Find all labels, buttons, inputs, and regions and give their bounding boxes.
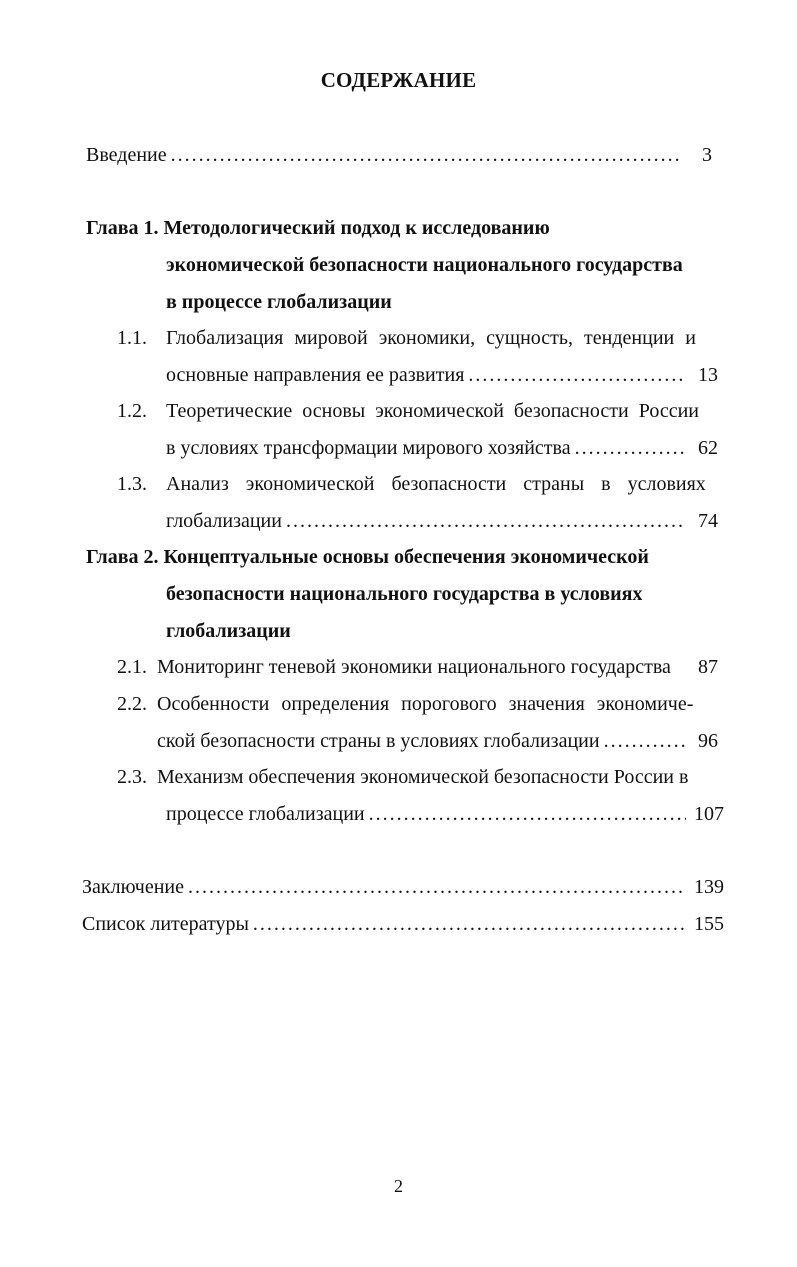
toc-entry-1-3-line2[interactable] <box>166 507 718 535</box>
section-number: 1.3. <box>117 473 147 495</box>
toc-entry-1-2-line2[interactable] <box>166 434 718 462</box>
leader-dots <box>286 507 686 535</box>
chapter-2-heading-line2: безопасности национального государства в условиях <box>166 583 643 605</box>
section-number: 2.1. <box>117 656 147 678</box>
toc-page-number: 155 <box>694 913 724 935</box>
toc-entry-1-1-line2[interactable] <box>166 361 718 389</box>
section-title-line1: Механизм обеспечения экономической безопасности России в <box>157 766 689 788</box>
page-number: 2 <box>394 1176 403 1196</box>
leader-dots <box>604 727 686 755</box>
toc-entry-2-2[interactable] <box>157 690 692 718</box>
toc-entry-label: Заключение <box>82 876 184 898</box>
chapter-2-heading-line3: глобализации <box>166 620 291 642</box>
toc-page-number: 62 <box>698 437 718 459</box>
toc-page-number: 74 <box>698 510 718 532</box>
section-title-line1: Глобализация мировой экономики, сущность, тенденции и <box>166 327 696 349</box>
toc-entry-intro[interactable] <box>86 141 712 169</box>
leader-dots <box>253 910 686 938</box>
toc-page-number: 139 <box>694 876 724 898</box>
leader-dots <box>369 800 686 828</box>
section-title-line1: Теоретические основы экономической безопасности России <box>166 400 699 422</box>
section-number: 1.2. <box>117 400 147 422</box>
toc-entry-label: Введение <box>86 144 167 166</box>
toc-page-number: 96 <box>698 730 718 752</box>
toc-entry-2-3[interactable] <box>157 763 692 791</box>
section-number: 2.2. <box>117 693 147 715</box>
leader-dots <box>171 141 680 169</box>
toc-entry-references[interactable] <box>82 910 724 938</box>
section-title-line2: глобализации <box>166 510 282 532</box>
section-title-line1: Мониторинг теневой экономики национального государства <box>157 656 671 678</box>
toc-page-number: 13 <box>698 364 718 386</box>
section-title-line2: ской безопасности страны в условиях глобализации <box>157 730 600 752</box>
toc-entry-2-1[interactable] <box>157 653 718 681</box>
page-title: СОДЕРЖАНИЕ <box>320 68 477 92</box>
section-title-line2: основные направления ее развития <box>166 364 465 386</box>
section-title-line2: в условиях трансформации мирового хозяйства <box>166 437 571 459</box>
leader-dots <box>188 873 686 901</box>
toc-entry-1-1[interactable] <box>166 324 696 352</box>
section-number: 1.1. <box>117 327 147 349</box>
toc-entry-2-2-line2[interactable] <box>157 727 718 755</box>
section-number: 2.3. <box>117 766 147 788</box>
section-title-line1: Анализ экономической безопасности страны в условиях <box>166 473 706 495</box>
toc-page-number: 107 <box>694 803 724 825</box>
leader-dots <box>468 361 686 389</box>
chapter-2-heading[interactable]: Глава 2. Концептуальные основы обеспечения экономической <box>86 546 649 568</box>
toc-entry-1-3[interactable] <box>166 470 706 498</box>
section-title-line1: Особенности определения порогового значения экономиче- <box>157 693 694 715</box>
chapter-1-heading-line3: в процессе глобализации <box>166 291 392 313</box>
chapter-1-heading[interactable]: Глава 1. Методологический подход к исследованию <box>86 217 550 239</box>
leader-dots <box>575 434 686 462</box>
toc-entry-label: Список литературы <box>82 913 249 935</box>
chapter-1-heading-line2: экономической безопасности национального государства <box>166 254 683 276</box>
toc-page-number: 3 <box>702 144 712 166</box>
section-title-line2: процессе глобализации <box>166 803 365 825</box>
toc-entry-1-2[interactable] <box>166 397 699 425</box>
toc-entry-conclusion[interactable] <box>82 873 724 901</box>
toc-page-number: 87 <box>698 656 718 678</box>
toc-entry-2-3-line2[interactable] <box>166 800 724 828</box>
